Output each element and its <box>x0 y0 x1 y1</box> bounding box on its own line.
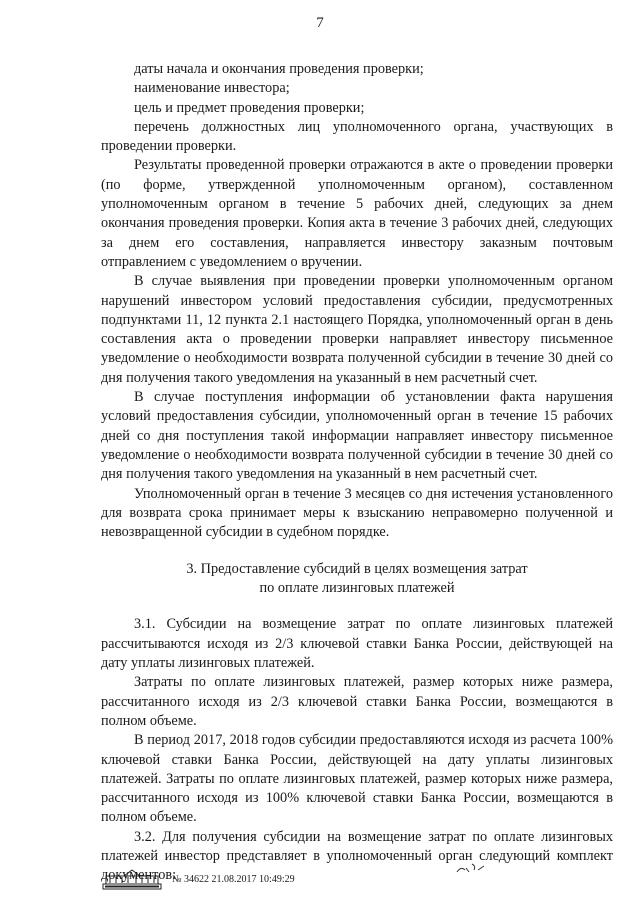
handwritten-mark-icon <box>452 858 502 878</box>
paragraph: Затраты по оплате лизинговых платежей, размер которых ниже размера, рассчитанного исходя из 2/3 ключевой ставки Банка России, возмещаются в полном объеме. <box>101 674 613 729</box>
section-heading <box>101 560 613 598</box>
document-body <box>101 60 613 886</box>
page-number: 7 <box>316 15 324 31</box>
paragraph: наименование инвестора; <box>134 80 290 97</box>
paragraph: 3.2. Для получения субсидии на возмещение затрат по оплате лизинговых платежей инвестор представляет в уполномоченный орган следующий комплект документов: <box>101 828 613 884</box>
paragraph: цель и предмет проведения проверки; <box>134 99 365 116</box>
paragraph: В случае выявления при проведении проверки уполномоченным органом нарушений инвестором условий предоставления субсидии, предусмотренных подпунктами 11, 12 пункта 2.1 настоящего Порядка, уполномоченный орган в день составления акта о проведении проверки направляет инвестору письменное уведомление о необходимости возврата полученной субсидии в течение 30 дней со дня получения такого уведомления на указанный в нем расчетный счет. <box>101 273 613 386</box>
paragraph: перечень должностных лиц уполномоченного органа, участвующих в проведении проверки. <box>101 118 613 155</box>
paragraph: даты начала и окончания проведения проверки; <box>134 61 424 77</box>
paragraph: Результаты проведенной проверки отражаются в акте о проведении проверки (по форме, утвержденной уполномоченным органом), составленном уполномоченным органом в течение 5 рабочих дней, следующих за днем окончания проведения проверки. Копия акта в течение 3 рабочих дней, следующих за днем его составления, направляется инвестору заказным почтовым отправлением с уведомлением о вручении. <box>101 157 613 270</box>
section-heading-line-2: по оплате лизинговых платежей <box>259 580 455 597</box>
document-footer <box>102 868 622 892</box>
paragraph: В период 2017, 2018 годов субсидии предоставляются исходя из расчета 100% ключевой ставки Банка России, действующей на дату уплаты лизинговых платежей. Затраты по оплате лизинговых платежей, размер которых ниже размера, рассчитанного исходя из 100% ключевой ставки Банка России, возмещаются в полном объеме. <box>101 732 613 826</box>
government-building-seal-icon <box>102 868 162 890</box>
paragraph: Уполномоченный орган в течение 3 месяцев со дня истечения установленного для возврата срока принимает меры к взысканию неправомерно полученной и невозвращенной субсидии в судебном порядке. <box>101 485 613 541</box>
document-registration-stamp: № 34622 21.08.2017 10:49:29 <box>172 874 295 885</box>
section-heading-line-1: 3. Предоставление субсидий в целях возмещения затрат <box>186 561 528 578</box>
paragraph: 3.1. Субсидии на возмещение затрат по оплате лизинговых платежей рассчитываются исходя из 2/3 ключевой ставки Банка России, действующей на дату уплаты лизинговых платежей. <box>101 616 613 672</box>
paragraph: В случае поступления информации об установлении факта нарушения условий предоставления субсидии, уполномоченный орган в течение 15 рабочих дней со дня поступления такой информации направляет инвестору письменное уведомление о необходимости возврата полученной субсидии в течение 30 дней со дня получения такого уведомления на указанный в нем расчетный счет. <box>101 389 613 483</box>
